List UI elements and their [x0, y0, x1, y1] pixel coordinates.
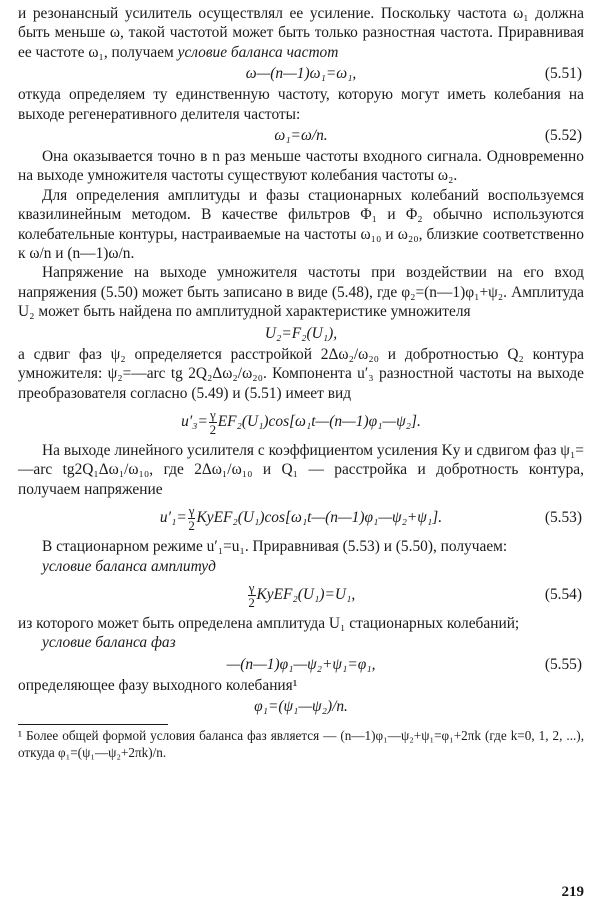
paragraph-9: из которого может быть определена амплитуда U₁ стационарных колебаний; — [18, 614, 520, 632]
equation-5-53: u′₁= $\frac{\gamma}{2}$ KуEF₂(U₁)cos[ω₁t—(n—1)φ₁—ψ₂+ψ₁]. (5.53) — [18, 499, 584, 537]
equation-u2: U₂=F₂(U₁), — [264, 324, 338, 342]
term-frequency-balance: условие баланса частот — [177, 43, 339, 61]
fraction: $\frac{\gamma}{2}$ — [248, 579, 255, 610]
page-number: 219 — [561, 883, 584, 900]
paragraph-10: определяющее фазу выходного колебания¹ — [18, 676, 298, 694]
term-amplitude-balance: условие баланса амплитуд — [42, 557, 216, 575]
equation-5-51: ω—(n—1)ω₁=ω₁, (5.51) — [18, 62, 584, 85]
paragraph-4: Для определения амплитуды и фазы стационарных колебаний воспользуемся квазилинейным методом. В качестве фильтров Φ₁ и Φ₂ обычно используются колебательные контуры, настраиваемые на частоты ω₁₀ и ω₂₀, близкие соответственно к ω/n и (n—1)ω/n. — [18, 186, 584, 263]
equation-5-55: —(n—1)φ₁—ψ₂+ψ₁=φ₁, (5.55) — [18, 653, 584, 676]
equation-number: (5.51) — [544, 65, 582, 83]
term-phase-balance: условие баланса фаз — [42, 634, 176, 652]
equation-u3: u′₃= $\frac{\gamma}{2}$ EF₂(U₁)cos[ω₁t—(n—1)φ₁—ψ₂]. — [181, 406, 421, 437]
paragraph-2: откуда определяем ту единственную частоту, которую могут иметь колебания на выходе регенеративного делителя частоты: — [18, 86, 584, 123]
paragraph-5: Напряжение на выходе умножителя частоты при воздействии на его вход напряжения (5.50) может быть записано в виде (5.48), где φ₂=(n—1)φ₁+ψ₂. Амплитуда U₂ может быть найдена по амплитудной характеристике умножителя — [18, 264, 584, 321]
fraction: $\frac{\gamma}{2}$ — [188, 503, 195, 534]
paragraph-7: На выходе линейного усилителя с коэффициентом усиления Kу и сдвигом фаз ψ₁=—arc tg2Q₁Δω₁/ω₁₀, где 2Δω₁/ω₁₀ и Q₁ — расстройка и добротность контура, получаем напряжение — [18, 441, 584, 498]
paragraph-6: а сдвиг фаз ψ₂ определяется расстройкой 2Δω₂/ω₂₀ и добротностью Q₂ контура умножителя: ψ₂=—arc tg 2Q₂Δω₂/ω₂₀. Компонента u′₃ разностной частоты на выходе преобразователя согласно (5.49) и (5.51) имеет вид — [18, 345, 584, 402]
paragraph-1: и резонансный усилитель осуществлял ее усиление. Поскольку частота ω₁ должна быть меньше ω, такой частотой может быть только разностная частота. Приравнивая ее частоте ω₁, получаем условие баланса частот — [18, 5, 584, 61]
equation-number: (5.53) — [544, 509, 582, 527]
page-body — [18, 4, 584, 761]
paragraph-3: Она оказывается точно в n раз меньше частоты входного сигнала. Одновременно на выходе умножителя частоты существуют колебания частоты ω₂. — [18, 148, 584, 185]
equation-number: (5.52) — [544, 127, 582, 145]
paragraph-8: В стационарном режиме u′₁=u₁. Приравнивая (5.53) и (5.50), получаем: — [42, 538, 508, 556]
equation-number: (5.55) — [544, 655, 582, 673]
footnote: ¹ Более общей формой условия баланса фаз является — (n—1)φ₁—ψ₂+ψ₁=φ₁+2πk (где k=0, 1, 2, ...), откуда φ₁=(ψ₁—ψ₂+2πk)/n. — [18, 724, 584, 761]
equation-phase: φ₁=(ψ₁—ψ₂)/n. — [254, 698, 348, 716]
equation-5-54: $\frac{\gamma}{2}$ KуEF₂(U₁)=U₁, (5.54) — [18, 576, 584, 614]
equation-number: (5.54) — [544, 585, 582, 603]
equation-5-52: ω₁=ω/n. (5.52) — [18, 124, 584, 147]
fraction: $\frac{\gamma}{2}$ — [209, 406, 217, 437]
